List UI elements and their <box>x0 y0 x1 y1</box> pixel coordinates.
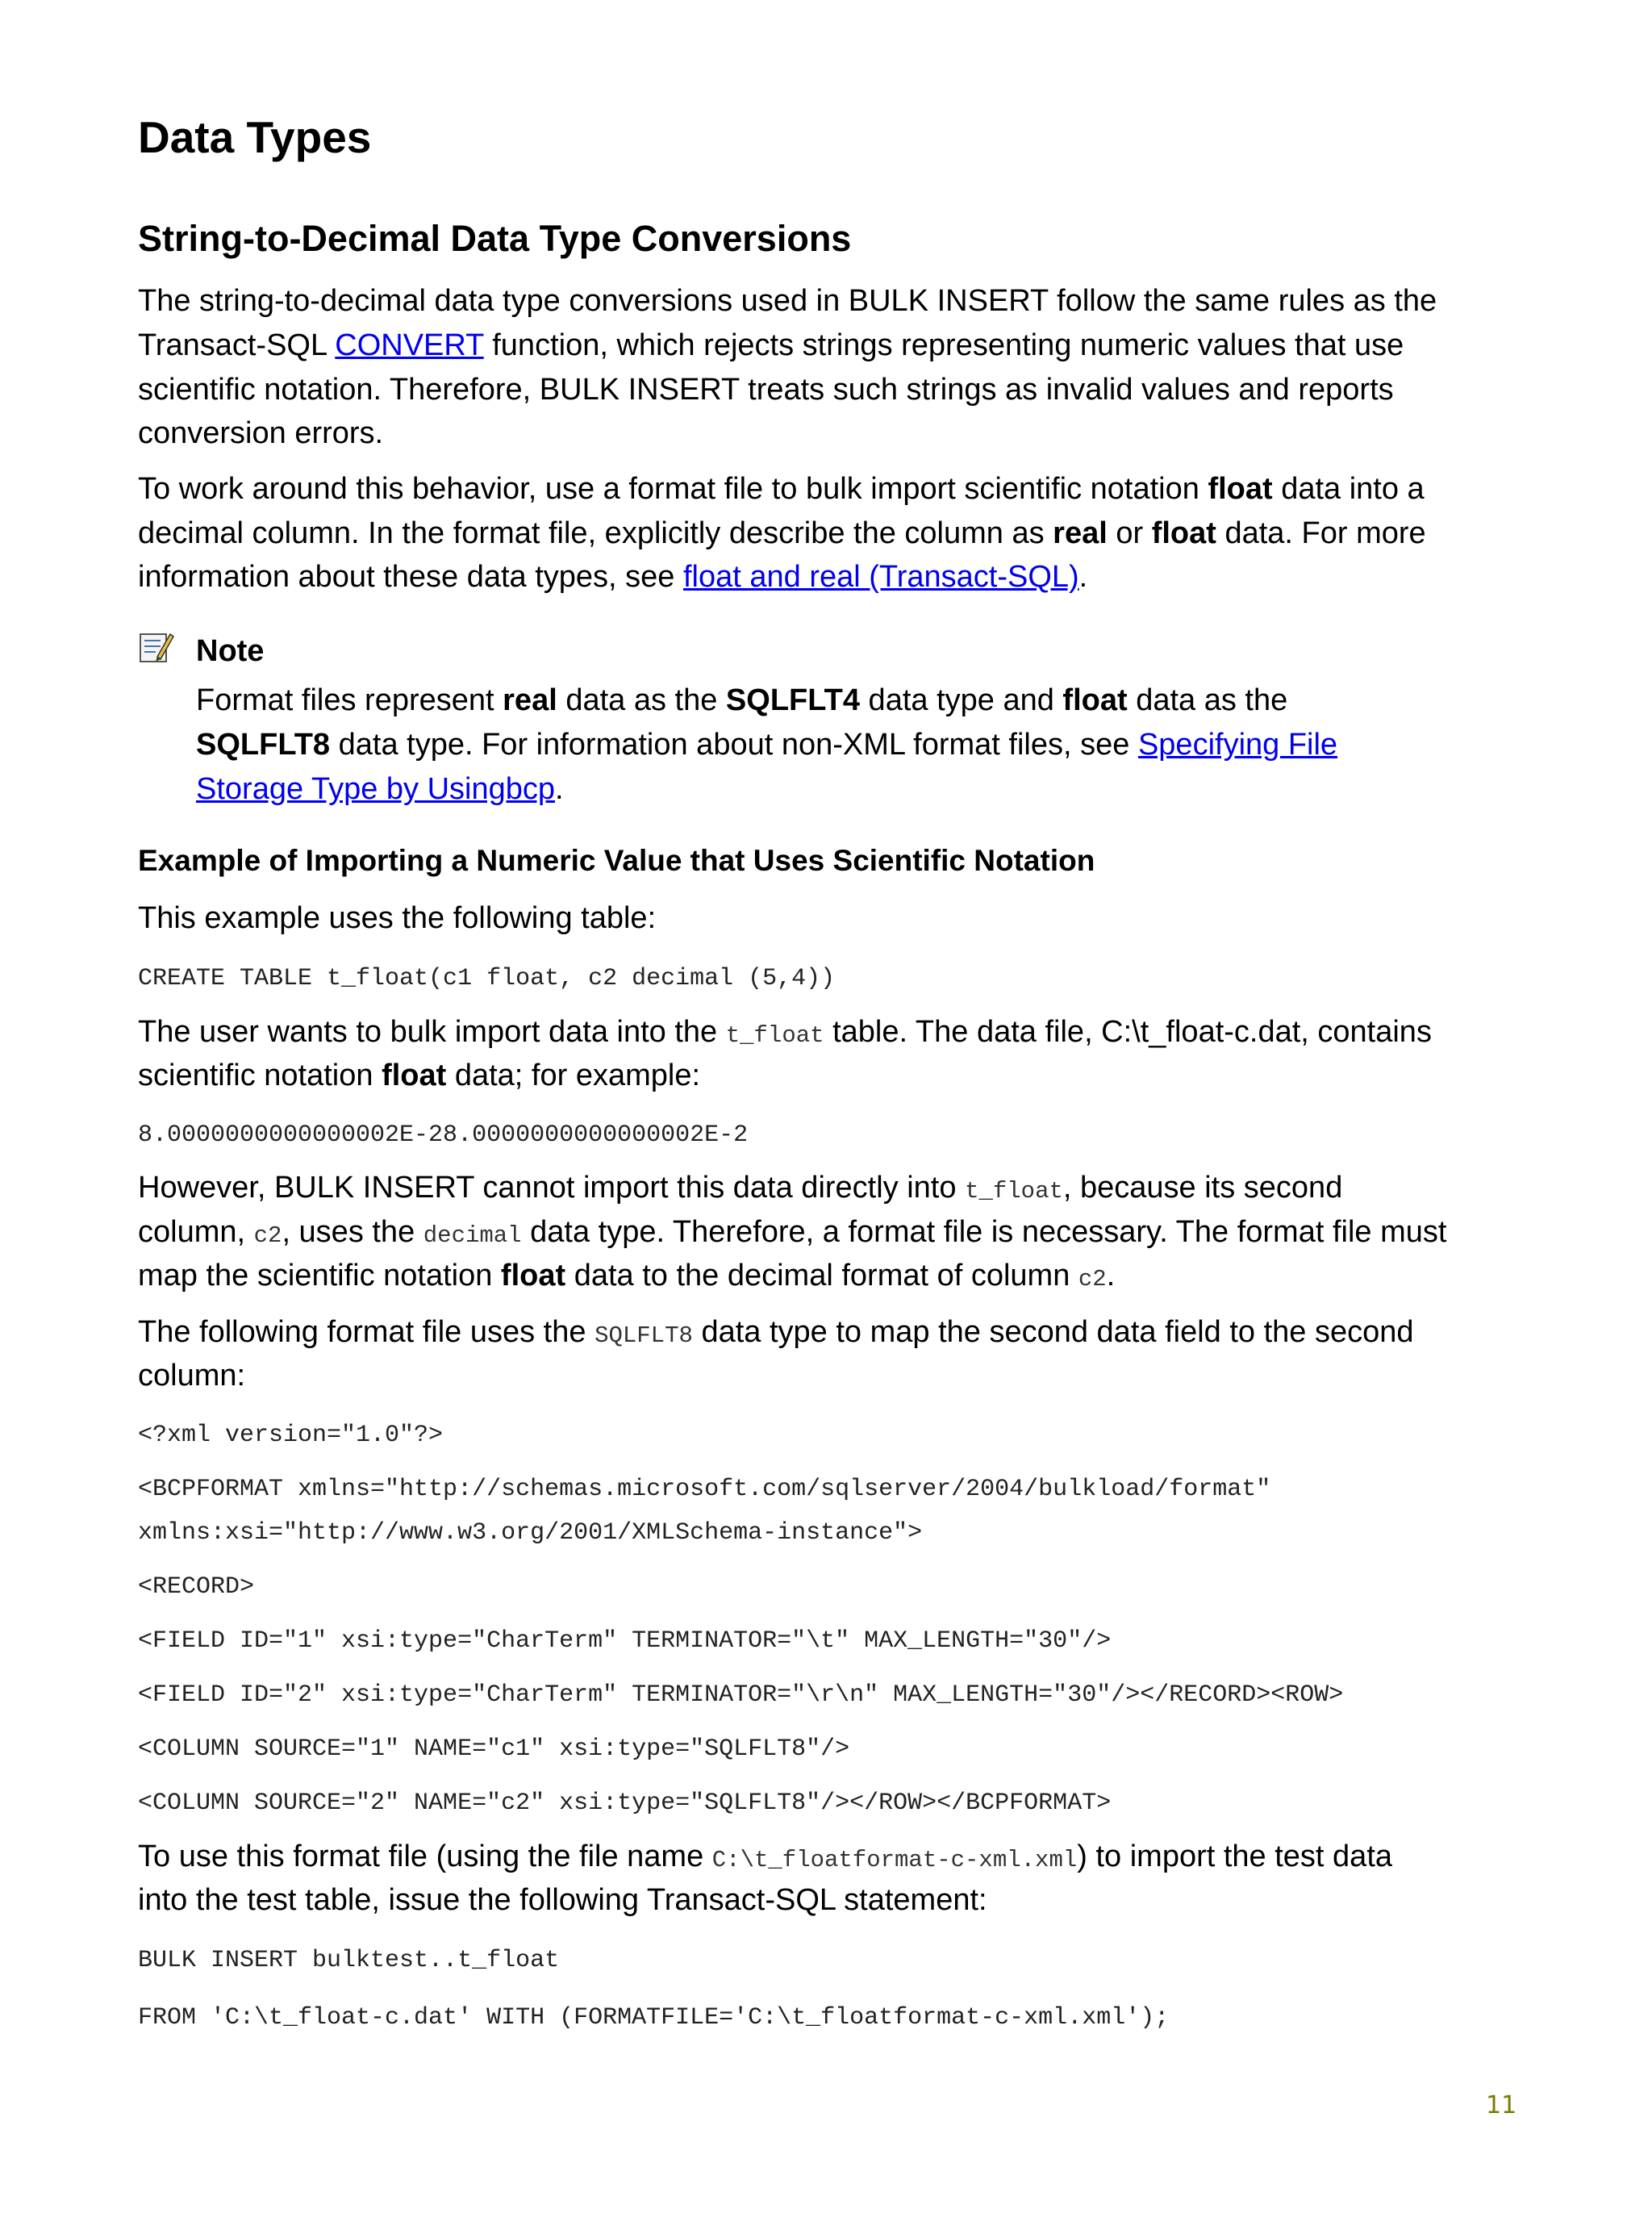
xml-line: <?xml version="1.0"?> <box>138 1422 444 1449</box>
code-line: CREATE TABLE t_float(c1 float, c2 decimal (5,4)) <box>138 965 836 992</box>
note-label: Note <box>196 634 265 668</box>
paragraph-line: scientific notation. Therefore, BULK INSERT treats such strings as invalid values and reports <box>138 373 1394 407</box>
paragraph-line: This example uses the following table: <box>138 901 657 935</box>
xml-line: <RECORD> <box>138 1573 255 1601</box>
paragraph-line: column, c2, uses the decimal data type. Therefore, a format file is necessary. The format file must <box>138 1215 1447 1249</box>
paragraph-line: Transact-SQL CONVERT function, which rejects strings representing numeric values that use <box>138 328 1404 362</box>
convert-link[interactable]: CONVERT <box>335 328 484 362</box>
paragraph-line: column: <box>138 1359 246 1393</box>
example-heading: Example of Importing a Numeric Value that Uses Scientific Notation <box>138 844 1095 877</box>
storage-type-link[interactable]: Storage Type by Usingbcp <box>196 772 556 806</box>
paragraph-line: conversion errors. <box>138 416 384 450</box>
xml-line: <FIELD ID="1" xsi:type="CharTerm" TERMINATOR="\t" MAX_LENGTH="30"/> <box>138 1627 1112 1655</box>
xml-line: xmlns:xsi="http://www.w3.org/2001/XMLSchema-instance"> <box>138 1519 923 1547</box>
code-line: 8.0000000000000002E-28.0000000000000002E-2 <box>138 1121 749 1149</box>
code-line: BULK INSERT bulktest..t_float <box>138 1947 560 1974</box>
code-line: FROM 'C:\t_float-c.dat' WITH (FORMATFILE='C:\t_floatformat-c-xml.xml'); <box>138 2004 1170 2032</box>
float-and-real-link[interactable]: float and real (Transact-SQL) <box>682 560 1079 594</box>
xml-line: <FIELD ID="2" xsi:type="CharTerm" TERMINATOR="\r\n" MAX_LENGTH="30"/></RECORD><ROW> <box>138 1681 1344 1709</box>
paragraph-line: information about these data types, see float and real (Transact-SQL). <box>138 560 1088 594</box>
paragraph-line: decimal column. In the format file, explicitly describe the column as real or float data. For more <box>138 516 1426 550</box>
specifying-file-link[interactable]: Specifying File <box>1137 728 1338 762</box>
xml-line: <COLUMN SOURCE="2" NAME="c2" xsi:type="SQLFLT8"/></ROW></BCPFORMAT> <box>138 1790 1112 1817</box>
paragraph-line: scientific notation float data; for example: <box>138 1059 701 1092</box>
note-line: Storage Type by Usingbcp. <box>196 772 564 806</box>
page-title: Data Types <box>138 112 372 162</box>
note-line: SQLFLT8 data type. For information about non-XML format files, see Specifying File <box>196 728 1338 762</box>
paragraph-line: map the scientific notation float data to the decimal format of column c2. <box>138 1259 1116 1293</box>
paragraph-line: However, BULK INSERT cannot import this data directly into t_float, because its second <box>138 1171 1343 1205</box>
note-icon <box>138 629 175 665</box>
section-heading: String-to-Decimal Data Type Conversions <box>138 218 852 259</box>
paragraph-line: To work around this behavior, use a format file to bulk import scientific notation float data into a <box>138 472 1425 506</box>
note-line: Format files represent real data as the SQLFLT4 data type and float data as the <box>196 683 1288 717</box>
paragraph-line: into the test table, issue the following Transact-SQL statement: <box>138 1883 987 1917</box>
xml-line: <COLUMN SOURCE="1" NAME="c1" xsi:type="SQLFLT8"/> <box>138 1735 850 1763</box>
paragraph-line: The string-to-decimal data type conversions used in BULK INSERT follow the same rules as the <box>138 284 1437 318</box>
xml-line: <BCPFORMAT xmlns="http://schemas.microsoft.com/sqlserver/2004/bulkload/format" <box>138 1476 1271 1503</box>
paragraph-line: To use this format file (using the file name C:\t_floatformat-c-xml.xml) to import the test data <box>138 1840 1393 1873</box>
paragraph-line: The following format file uses the SQLFLT8 data type to map the second data field to the second <box>138 1315 1414 1349</box>
paragraph-line: The user wants to bulk import data into the t_float table. The data file, C:\t_float-c.dat, contains <box>138 1015 1432 1049</box>
page-number: 11 <box>1486 2091 1517 2120</box>
